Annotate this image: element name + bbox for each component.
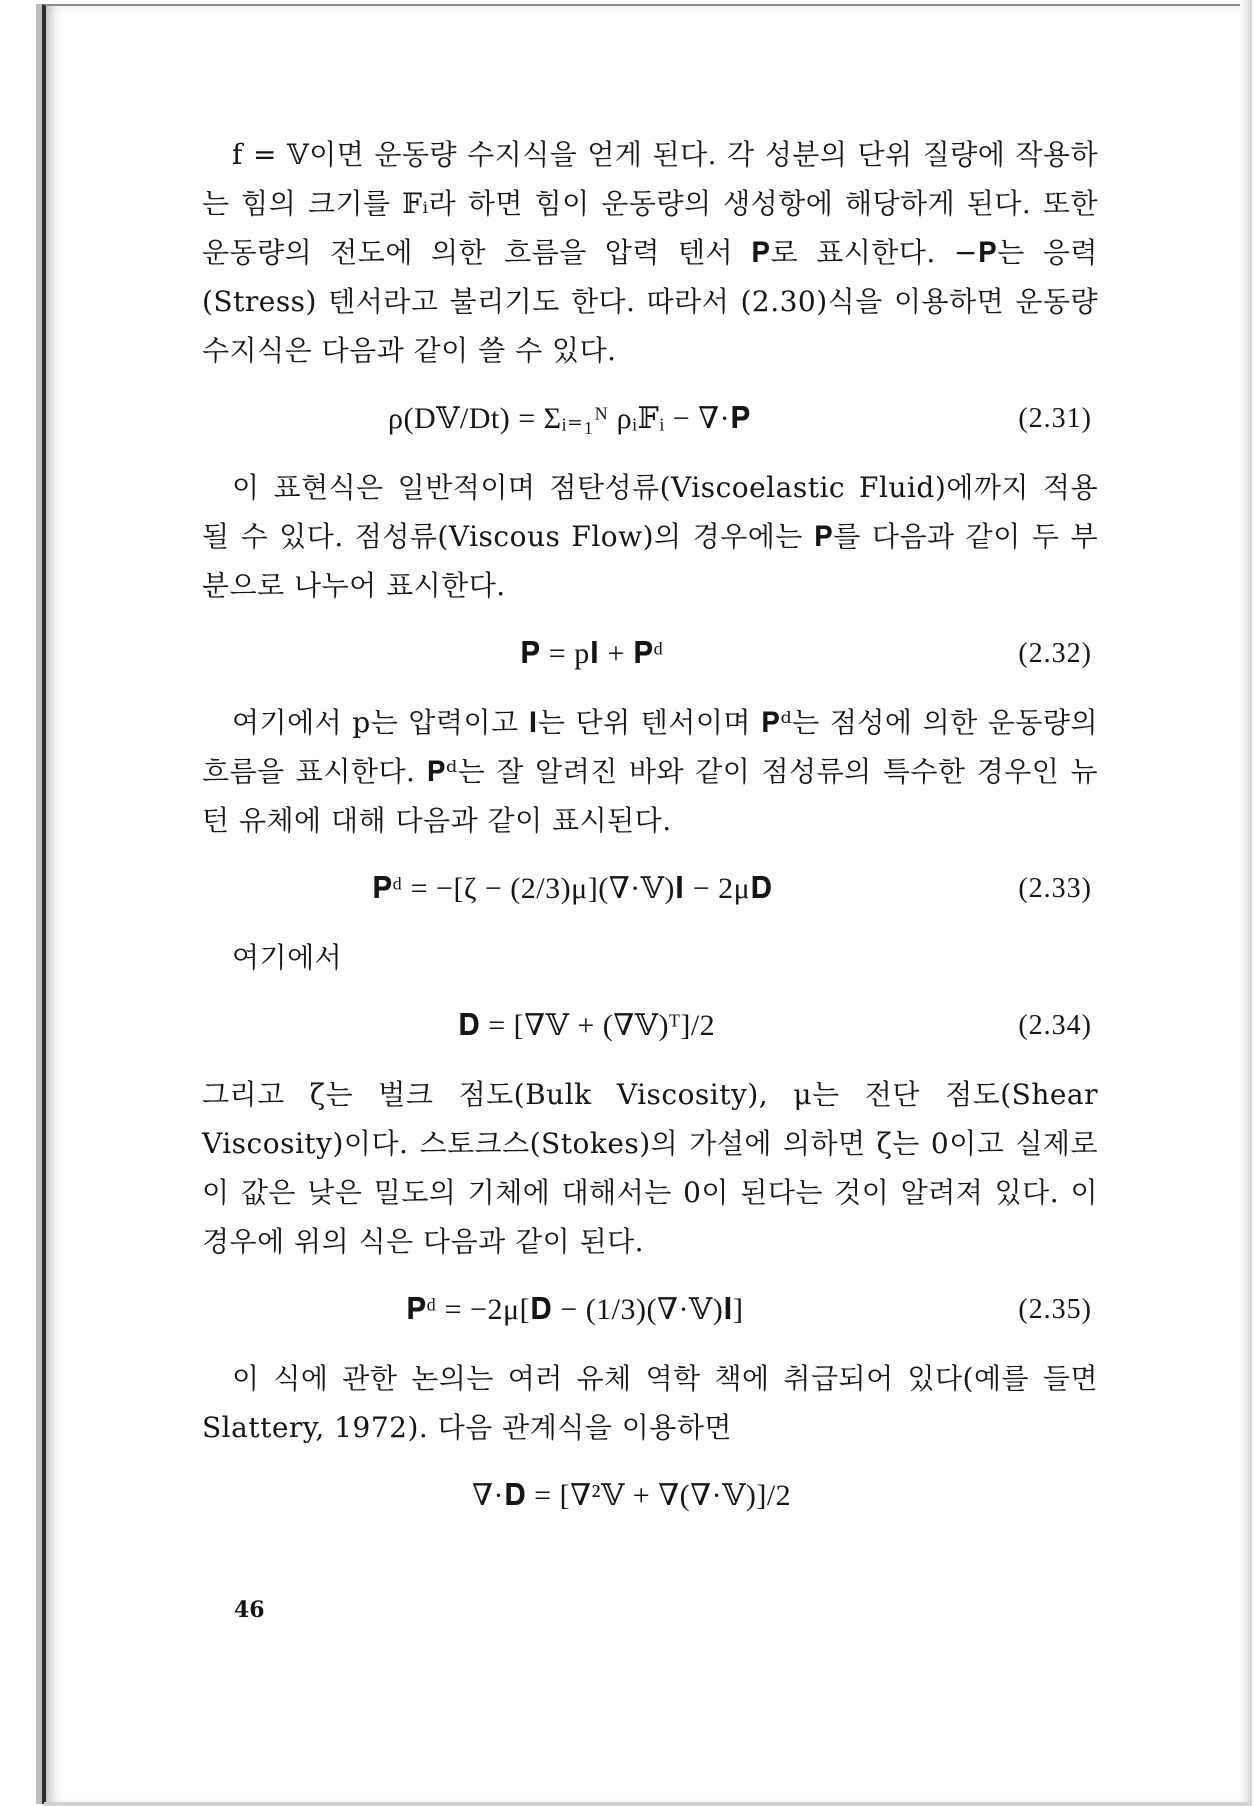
equation-number-2-35: (2.35) [1018, 1294, 1092, 1325]
page-edge [1240, 0, 1252, 1806]
equation-number-2-31: (2.31) [1018, 403, 1092, 434]
equation-2-31: ρ(D𝕍/Dt) = Σᵢ₌₁ᴺ ρᵢ𝔽ᵢ − ∇·𝐏 [388, 402, 751, 435]
equation-2-33: 𝐏ᵈ = −[ζ − (2/3)μ](∇·𝕍)𝐈 − 2μ𝐃 [372, 872, 773, 905]
paragraph-where: 여기에서 [232, 941, 343, 974]
equation-row-2-32 [202, 624, 1098, 684]
equation-row-divergence [202, 1466, 1098, 1526]
paragraph-pressure-tensor: 여기에서 p는 압력이고 𝐈는 단위 텐서이며 𝐏ᵈ는 점성에 의한 운동량의 흐름을 표시한다. 𝐏ᵈ는 잘 알려진 바와 같이 점성류의 특수한 경우인 뉴턴 유체에 대해 다음과 같이 표시된다. [202, 706, 1098, 837]
equation-2-35: 𝐏ᵈ = −2μ[𝐃 − (1/3)(∇·𝕍)𝐈] [406, 1293, 744, 1326]
paragraph-bulk-viscosity: 그리고 ζ는 벌크 점도(Bulk Viscosity), μ는 전단 점도(Shear Viscosity)이다. 스토크스(Stokes)의 가설에 의하면 ζ는 0이고 실제로 이 값은 낮은 밀도의 기체에 대해서는 0이 된다는 것이 알려져 있다. 이 경우에 위의 식은 다음과 같이 된다. [202, 1078, 1098, 1258]
page-number: 46 [234, 1597, 265, 1623]
page-edge-bottom [44, 1802, 1252, 1806]
equation-row-2-35 [202, 1280, 1098, 1340]
paragraph-discussion: 이 식에 관한 논의는 여러 유체 역학 책에 취급되어 있다(예를 들면 Slattery, 1972). 다음 관계식을 이용하면 [202, 1362, 1098, 1444]
equation-row-2-34 [202, 996, 1098, 1056]
equation-divergence-d: ∇·𝐃 = [∇²𝕍 + ∇(∇·𝕍)]/2 [472, 1479, 792, 1512]
paragraph-viscoelastic: 이 표현식은 일반적이며 점탄성류(Viscoelastic Fluid)에까지 적용될 수 있다. 점성류(Viscous Flow)의 경우에는 𝐏를 다음과 같이 두 부분으로 나누어 표시한다. [202, 471, 1098, 602]
equation-number-2-33: (2.33) [1018, 873, 1092, 904]
equation-row-2-31 [202, 389, 1098, 449]
equation-number-2-32: (2.32) [1018, 638, 1092, 669]
equation-2-32: 𝐏 = p𝐈 + 𝐏ᵈ [520, 637, 664, 670]
equation-row-2-33 [202, 859, 1098, 919]
equation-2-34: 𝐃 = [∇𝕍 + (∇𝕍)ᵀ]/2 [458, 1009, 716, 1042]
page-body [202, 130, 1098, 1540]
paragraph-momentum-balance: f = 𝕍이면 운동량 수지식을 얻게 된다. 각 성분의 단위 질량에 작용하는 힘의 크기를 𝔽ᵢ라 하면 힘이 운동량의 생성항에 해당하게 된다. 또한 운동량의 전도에 의한 흐름을 압력 텐서 𝐏로 표시한다. −𝐏는 응력(Stress) 텐서라고 불리기도 한다. 따라서 (2.30)식을 이용하면 운동량 수지식은 다음과 같이 쓸 수 있다. [202, 138, 1098, 367]
equation-number-2-34: (2.34) [1018, 1010, 1092, 1041]
